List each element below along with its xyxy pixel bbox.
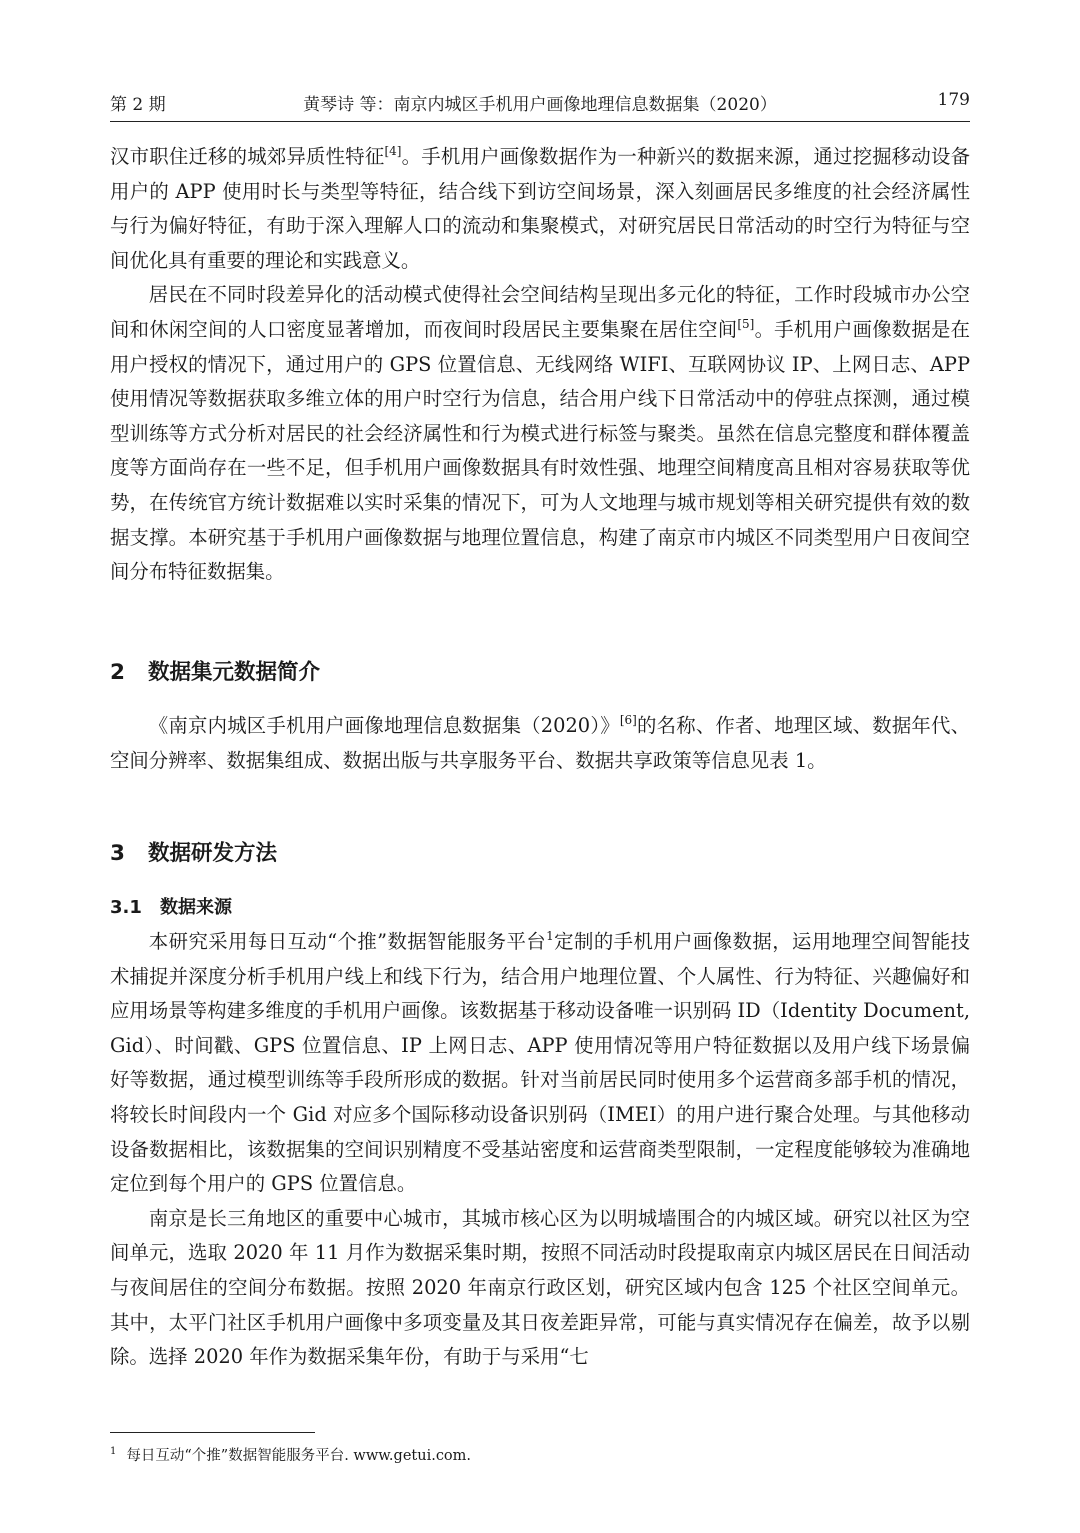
section-3-heading — [110, 836, 277, 867]
text-run: 的名称、作者、地理区域、数据年代、空间分辨率、数据集组成、数据出版与共享服务平台、数据共享政策等信息见表 1。 — [110, 714, 971, 772]
section-title: 数据集元数据简介 — [148, 660, 321, 685]
header-rule — [110, 121, 970, 122]
intro-text — [110, 140, 970, 590]
section-2-heading — [110, 655, 320, 686]
subsection-title: 数据来源 — [160, 897, 232, 918]
footnote-mark: 1 — [546, 929, 554, 943]
citation-4: [4] — [384, 144, 402, 158]
text-run: 定制的手机用户画像数据，运用地理空间智能技术捕捉并深度分析手机用户线上和线下行为，结合用户地理位置、个人属性、行为特征、兴趣偏好和应用场景等构建多维度的手机用户画像。该数据基于移动设备唯一识别码 ID（Identity Document, Gid）、时间戳、GPS 位置信息、IP 上网日志、APP 使用情况等用户特征数据以及用户线下场景偏好等数据，通过模型训练等手段所形成的数据。针对当前居民同时使用多个运营商多部手机的情况，将较长时间段内一个 Gid 对应多个国际移动设备识别码（IMEI）的用户进行聚合处理。与其他移动设备数据相比，该数据集的空间识别精度不受基站密度和运营商类型限制，一定程度能够较为准确地定位到每个用户的 GPS 位置信息。 — [110, 930, 971, 1196]
issue-label: 第 2 期 — [110, 95, 166, 115]
section-2-text — [110, 709, 970, 778]
subsection-3-1-heading — [110, 893, 232, 919]
section-number: 3 — [110, 841, 125, 866]
data-source-paragraph — [110, 925, 970, 1202]
page-header — [110, 88, 970, 116]
subsection-3-1-text — [110, 925, 970, 1375]
intro-paragraph-1 — [110, 140, 970, 278]
citation-6: [6] — [619, 713, 637, 727]
text-run: 居民在不同时段差异化的活动模式使得社会空间结构呈现出多元化的特征，工作时段城市办公空间和休闲空间的人口密度显著增加，而夜间时段居民主要集聚在居住空间 — [110, 283, 970, 341]
footnote-number: 1 — [110, 1446, 117, 1457]
text-run: 。手机用户画像数据是在用户授权的情况下，通过用户的 GPS 位置信息、无线网络 WIFI、互联网协议 IP、上网日志、APP 使用情况等数据获取多维立体的用户时空行为信息，结合用户线下日常活动中的停驻点探测，通过模型训练等方式分析对居民的社会经济属性和行为模式进行标签与聚类。虽然在信息完整度和群体覆盖度等方面尚存在一些不足，但手机用户画像数据具有时效性强、地理空间精度高且相对容易获取等优势，在传统官方统计数据难以实时采集的情况下，可为人文地理与城市规划等相关研究提供有效的数据支撑。本研究基于手机用户画像数据与地理位置信息，构建了南京市内城区不同类型用户日夜间空间分布特征数据集。 — [110, 317, 971, 584]
text-run: 汉市职住迁移的城郊异质性特征 — [110, 145, 385, 168]
footnote — [110, 1445, 471, 1467]
subsection-number: 3.1 — [110, 897, 142, 918]
footnote-text: 每日互动“个推”数据智能服务平台. www.getui.com. — [126, 1448, 472, 1464]
footnote-rule — [110, 1432, 315, 1433]
citation-5: [5] — [737, 316, 755, 331]
section-number: 2 — [110, 660, 125, 685]
section-2-paragraph — [110, 709, 970, 778]
page-number: 179 — [937, 90, 970, 110]
study-area-paragraph: 南京是长三角地区的重要中心城市，其城市核心区为以明城墙围合的内城区域。研究以社区为空间单元，选取 2020 年 11 月作为数据采集时期，按照不同活动时段提取南京内城区居民在日间活动与夜间居住的空间分布数据。按照 2020 年南京行政区划，研究区域内包含 125 个社区空间单元。其中，太平门社区手机用户画像中多项变量及其日夜差距异常，可能与真实情况存在偏差，故予以剔除。选择 2020 年作为数据采集年份，有助于与采用“七 — [110, 1206, 970, 1369]
intro-paragraph-2 — [110, 278, 970, 589]
running-title: 黄琴诗 等：南京内城区手机用户画像地理信息数据集（2020） — [303, 95, 777, 115]
section-title: 数据研发方法 — [148, 841, 278, 866]
text-run: 本研究采用每日互动“个推”数据智能服务平台 — [148, 930, 547, 953]
text-run: 《南京内城区手机用户画像地理信息数据集（2020）》 — [148, 714, 620, 737]
text-run: 。手机用户画像数据作为一种新兴的数据来源，通过挖掘移动设备用户的 APP 使用时长与类型等特征，结合线下到访空间场景，深入刻画居民多维度的社会经济属性与行为偏好特征，有助于深入理解人口的流动和集聚模式，对研究居民日常活动的时空行为特征与空间优化具有重要的理论和实践意义。 — [110, 145, 971, 272]
